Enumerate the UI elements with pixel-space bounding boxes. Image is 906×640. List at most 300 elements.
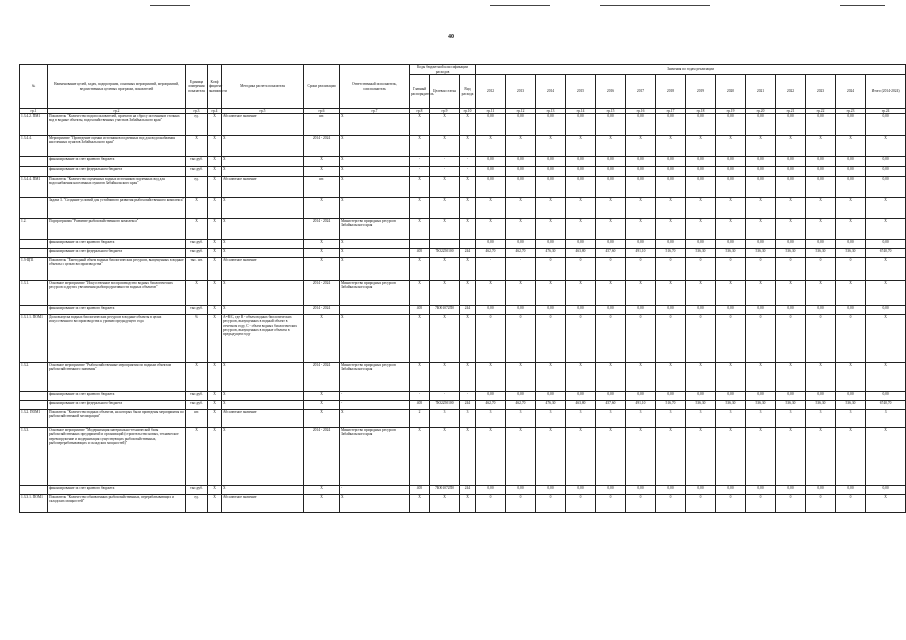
row-year-value: 0,00 [746,177,776,198]
row-year-value: 0 [566,315,596,363]
row-coef: X [208,306,222,315]
row-year-value: 0 [626,258,656,281]
row-year-value: 0,00 [656,486,686,495]
row-year-value: X [806,281,836,306]
row-year-value: 0,00 [476,486,506,495]
row-name: Доля выпуска водных биологических ресурсов в водные объекты в целях искусственного воспроизводства к уровню предыдущего года [48,315,186,363]
row-year-value: X [686,428,716,486]
row-method: X [222,249,304,258]
table-row [20,401,906,410]
row-year-value: X [746,281,776,306]
row-num: 1.3.3. [20,428,48,486]
row-year-value: X [776,136,806,157]
row-year-value: 0 [836,495,866,513]
row-expense-type: X [460,219,476,240]
row-executor: X [340,136,410,157]
row-year-value: X [506,363,536,392]
header-coef: Коэф фициент значимости [208,65,222,109]
row-year-value: 536,30 [716,401,746,410]
row-num [20,198,48,219]
row-year-value: 0,00 [806,240,836,249]
row-year-value: 0,00 [836,240,866,249]
row-grbs: X [410,428,430,486]
row-grbs [410,240,430,249]
row-method: Абсолютное значение [222,410,304,428]
row-executor: X [340,157,410,167]
row-expense-type: 244 [460,486,476,495]
row-year-value: 0,00 [506,392,536,401]
row-name: Показатель "Количество оцененных водных источников подземных вод для водоснабжения населенных пунктов Забайкальского края" [48,177,186,198]
row-num: 1.3-ЦП1 [20,258,48,281]
row-expense-type: X [460,428,476,486]
row-year-value: 0,00 [656,157,686,167]
row-total: 0,00 [866,306,906,315]
row-year-value: 0,00 [656,114,686,136]
row-year-value: 0 [506,315,536,363]
row-term: шт. [304,114,340,136]
row-year-value: 0,00 [656,167,686,177]
row-year-value: 0,00 [716,240,746,249]
row-year-value: 0 [626,495,656,513]
header-num: № [20,65,48,109]
top-rule [600,5,710,6]
row-method: X [222,198,304,219]
row-year-value: 0,00 [776,306,806,315]
column-number: гр.7 [340,109,410,114]
row-year-value: 0 [776,495,806,513]
row-unit: % [186,315,208,363]
row-num: 1.2. [20,219,48,240]
row-term: X [304,258,340,281]
row-executor: X [340,114,410,136]
row-expense-type: 244 [460,401,476,410]
row-name: Показатель "Количество водных объектов, на которых были проведены мероприятия по рыбохозяйственной мелиорации" [48,410,186,428]
header-year: 2018 [656,75,686,109]
row-grbs: X [410,177,430,198]
row-year-value: X [536,136,566,157]
row-year-value: 0 [746,315,776,363]
row-article: 7Ю01072П0 [430,306,460,315]
row-year-value: X [596,136,626,157]
header-term: Сроки реализации [304,65,340,109]
row-coef: X [208,315,222,363]
row-article: 7Ю2250100 [430,249,460,258]
row-year-value: 0,00 [686,306,716,315]
row-year-value: 3 [686,410,716,428]
row-year-value: X [686,363,716,392]
table-row [20,392,906,401]
row-num: 1.3.3.1. ПОМ1 [20,495,48,513]
row-year-value: 0,00 [476,157,506,167]
row-total: X [866,198,906,219]
row-year-value: 0,00 [566,114,596,136]
row-coef: X [208,198,222,219]
row-year-value: 3 [566,410,596,428]
row-total: X [866,428,906,486]
row-year-value: 0,00 [746,240,776,249]
row-year-value: X [626,363,656,392]
column-number: гр.1 [20,109,48,114]
row-method: X [222,281,304,306]
row-method: X [222,401,304,410]
row-name: финансирование за счет краевого бюджета [48,486,186,495]
row-year-value: 0,00 [776,114,806,136]
row-executor [340,306,410,315]
row-year-value: 0,00 [836,306,866,315]
table-row [20,363,906,392]
row-year-value: X [566,363,596,392]
row-method: X [222,219,304,240]
row-year-value: 0 [536,315,566,363]
row-year-value: 0 [716,495,746,513]
row-year-value: X [716,136,746,157]
row-year-value: 463,80 [566,249,596,258]
row-year-value: X [596,428,626,486]
row-term: 2014 - 2024 [304,306,340,315]
row-unit: X [186,219,208,240]
row-year-value: 0 [776,258,806,281]
row-expense-type [460,240,476,249]
row-year-value: 0,00 [776,157,806,167]
table-row [20,177,906,198]
header-expense-type: Вид расхода [460,75,476,109]
row-term: X [304,495,340,513]
table-row [20,198,906,219]
row-year-value: 476,30 [536,401,566,410]
row-year-value: 0,00 [566,167,596,177]
row-unit: тыс.руб. [186,249,208,258]
row-year-value: 0,00 [746,167,776,177]
row-executor: X [340,495,410,513]
row-year-value: 0 [686,495,716,513]
row-year-value: 0,00 [506,177,536,198]
row-term: X [304,315,340,363]
row-year-value: X [746,219,776,240]
row-year-value: 0,00 [626,167,656,177]
row-unit: X [186,136,208,157]
row-num: 1.3.1.1. ПОМ1 [20,315,48,363]
row-year-value: 0,00 [806,177,836,198]
row-coef: X [208,363,222,392]
row-year-value: 0,00 [686,240,716,249]
header-year: 2013 [506,75,536,109]
row-year-value: X [626,281,656,306]
row-unit: ед. [186,495,208,513]
row-executor: Министерство природных ресурсов Забайкальского края [340,219,410,240]
header-year: 2023 [806,75,836,109]
row-year-value: 0 [746,258,776,281]
row-year-value: 0 [746,495,776,513]
column-number: гр.16 [626,109,656,114]
row-grbs: 405 [410,249,430,258]
row-year-value: 0,00 [746,486,776,495]
row-year-value: X [806,219,836,240]
row-year-value: 0 [626,315,656,363]
row-year-value: 3 [716,410,746,428]
row-year-value: X [776,198,806,219]
header-year: 2021 [746,75,776,109]
row-year-value: 0,00 [806,392,836,401]
row-expense-type: X [460,114,476,136]
row-year-value: X [506,136,536,157]
row-year-value: 476,30 [536,249,566,258]
row-year-value: 0 [476,495,506,513]
column-number: гр.19 [716,109,746,114]
row-year-value: 0,00 [596,114,626,136]
header-year: 2015 [566,75,596,109]
row-method: A=B/C, где B - объем водных биологических ресурсов, выпущенных в водный объект в отчетном году, C - объем водных биологических ресурсов, выпущенных в водные объекты в предыдущем году [222,315,304,363]
row-total: X [866,495,906,513]
row-name: Основное мероприятие "Рыбохозяйственные мероприятия по водным объектам рыбохозяйственного значения" [48,363,186,392]
row-year-value: 0,00 [776,167,806,177]
row-name: Показатель "Количество обновленных рыбохозяйственных, перерабатывающих и складских мощностей" [48,495,186,513]
row-executor: X [340,177,410,198]
row-term: X [304,392,340,401]
row-num: 1.3.4.4. ПМ1 [20,177,48,198]
row-article: X [430,136,460,157]
row-year-value: X [716,428,746,486]
row-method: X [222,363,304,392]
row-method: X [222,157,304,167]
row-expense-type: - [460,157,476,167]
row-executor: X [340,315,410,363]
row-expense-type: - [460,167,476,177]
row-year-value: 0,00 [806,306,836,315]
row-year-value: 536,30 [686,249,716,258]
row-executor: X [340,167,410,177]
table-row [20,167,906,177]
row-num [20,249,48,258]
row-unit: тыс.руб. [186,486,208,495]
table-row [20,258,906,281]
row-coef: X [208,281,222,306]
row-year-value: 3 [776,410,806,428]
row-year-value: 0,00 [686,177,716,198]
row-coef: X [208,240,222,249]
row-year-value: 0,00 [746,114,776,136]
row-year-value: 0,00 [626,177,656,198]
page-number: 40 [448,34,454,40]
row-year-value: 0,00 [776,486,806,495]
row-year-value: 536,30 [776,401,806,410]
row-executor: X [340,249,410,258]
row-article: X [430,495,460,513]
top-rule [840,5,885,6]
row-grbs: - [410,167,430,177]
row-year-value: X [566,136,596,157]
row-total: 0,00 [866,486,906,495]
row-year-value: 0 [596,258,626,281]
row-grbs: X [410,198,430,219]
row-expense-type: 244 [460,249,476,258]
row-year-value: 457,60 [596,249,626,258]
row-num: 1.3.2. [20,363,48,392]
row-year-value: X [836,198,866,219]
row-name: Основное мероприятие "Искусственное воспроизводство водных биологических ресурсов и других увеличения рыбопродуктивности водных объектов" [48,281,186,306]
header-year: 2016 [596,75,626,109]
row-year-value: X [506,428,536,486]
row-year-value: 3 [836,410,866,428]
row-term: X [304,198,340,219]
row-num: 1.3.4.2. ПМ1 [20,114,48,136]
table-row [20,315,906,363]
row-num [20,240,48,249]
row-year-value: X [806,198,836,219]
row-term: X [304,157,340,167]
row-article [430,240,460,249]
row-grbs: 405 [410,401,430,410]
row-expense-type: X [460,258,476,281]
row-name: Задача 3. "Создание условий для устойчивого развития рыбохозяйственного комплекса" [48,198,186,219]
row-year-value: 0 [686,258,716,281]
row-year-value: X [746,136,776,157]
row-year-value: 0,00 [536,177,566,198]
row-year-value: X [596,198,626,219]
row-year-value: 0,00 [716,486,746,495]
row-coef: X [208,495,222,513]
row-year-value: 0,00 [476,114,506,136]
row-year-value: X [776,281,806,306]
row-coef: X [208,249,222,258]
row-article: 3 [430,410,460,428]
row-year-value: 0,00 [836,157,866,167]
row-name: финансирование за счет федерального бюджета [48,401,186,410]
row-year-value: 536,30 [806,401,836,410]
row-coef: X [208,219,222,240]
row-year-value: X [536,219,566,240]
row-year-value: 0,00 [476,167,506,177]
column-number: гр.18 [686,109,716,114]
row-year-value: 0 [536,495,566,513]
column-number: гр.13 [536,109,566,114]
row-executor: X [340,258,410,281]
row-year-value: X [746,363,776,392]
row-grbs: X [410,258,430,281]
row-term: 2014 - 2024 [304,428,340,486]
row-year-value: 0,00 [806,157,836,167]
row-year-value: 0,00 [596,157,626,167]
row-unit: тыс.руб. [186,167,208,177]
table-row [20,486,906,495]
row-year-value: 0 [566,495,596,513]
row-total: 3 [866,410,906,428]
row-article: X [430,315,460,363]
row-article: - [430,167,460,177]
row-expense-type: 244 [460,306,476,315]
row-year-value: 0,00 [476,177,506,198]
row-grbs: - [410,392,430,401]
row-executor: X [340,410,410,428]
row-year-value: X [716,198,746,219]
row-total: X [866,315,906,363]
row-year-value: 536,30 [746,401,776,410]
row-unit: тыс.руб. [186,401,208,410]
header-target-article: Целевая статья [430,75,460,109]
top-rule [490,5,550,6]
row-year-value: 0 [836,258,866,281]
row-year-value: 0 [506,495,536,513]
row-unit: ед. [186,114,208,136]
row-year-value: X [746,428,776,486]
row-year-value: 3 [806,410,836,428]
row-executor: - [340,401,410,410]
row-year-value: X [476,219,506,240]
row-grbs: 2 [410,410,430,428]
row-year-value: X [716,219,746,240]
row-year-value: 0 [536,258,566,281]
row-year-value: 0,00 [776,240,806,249]
row-year-value: 536,30 [836,401,866,410]
row-year-value: 0,00 [836,486,866,495]
row-year-value: 536,30 [686,401,716,410]
row-name: Показатель "Количество водопользователей, проектов на сбросу источников сточных вод в водные объекты, водохозяйственных участков Забайкальского края" [48,114,186,136]
row-unit: тыс.руб. [186,157,208,167]
row-year-value: 0,00 [596,392,626,401]
row-coef: X [208,114,222,136]
row-year-value: 0 [686,315,716,363]
row-year-value: 0,00 [536,157,566,167]
row-year-value: X [476,281,506,306]
row-method: X [222,136,304,157]
row-year-value: 536,30 [806,249,836,258]
row-num: 1.3.2. ПОМ1 [20,410,48,428]
row-year-value: 0,00 [476,392,506,401]
row-unit: X [186,198,208,219]
row-year-value: 0,00 [566,392,596,401]
row-year-value: X [566,281,596,306]
row-grbs: X [410,315,430,363]
row-name: Основное мероприятие "Модернизация материально-технической базы рыбохозяйственных предприятий и организаций (строительство новых, техническое перевооружение и модернизация существующих рыбохозяйственных, рыбоперерабатывающих и складских мощностей)" [48,428,186,486]
row-year-value: 0,00 [656,306,686,315]
row-grbs: X [410,136,430,157]
row-coef: X [208,157,222,167]
row-year-value: 463,80 [566,401,596,410]
row-method: X [222,486,304,495]
row-year-value: X [476,136,506,157]
row-year-value: 0,00 [776,392,806,401]
row-total: X [866,219,906,240]
row-year-value: 0,00 [626,240,656,249]
row-year-value: X [686,136,716,157]
row-year-value: 3 [536,410,566,428]
row-coef: X [208,258,222,281]
row-year-value: 0,00 [506,306,536,315]
row-year-value: 0,00 [566,306,596,315]
row-year-value: 0,00 [626,114,656,136]
program-table [19,64,906,513]
header-values-by-year: Значения по годам реализации [476,65,906,75]
header-year: 2024 [836,75,866,109]
header-executor: Ответственный исполнитель, соисполнитель [340,65,410,109]
row-name: финансирование за счет краевого бюджета [48,240,186,249]
row-year-value: X [506,219,536,240]
column-number: гр.22 [806,109,836,114]
row-year-value: 0,00 [476,306,506,315]
row-year-value: 0,00 [836,392,866,401]
header-grbs: Главный распорядитель [410,75,430,109]
table-row [20,219,906,240]
row-total: 6740,70 [866,249,906,258]
row-executor: - [340,486,410,495]
row-year-value: X [806,136,836,157]
row-expense-type: X [460,198,476,219]
table-row [20,136,906,157]
row-article: X [430,177,460,198]
column-number: гр.5 [222,109,304,114]
row-year-value: 0,00 [626,306,656,315]
row-year-value: 0 [656,315,686,363]
row-year-value: 536,30 [716,249,746,258]
